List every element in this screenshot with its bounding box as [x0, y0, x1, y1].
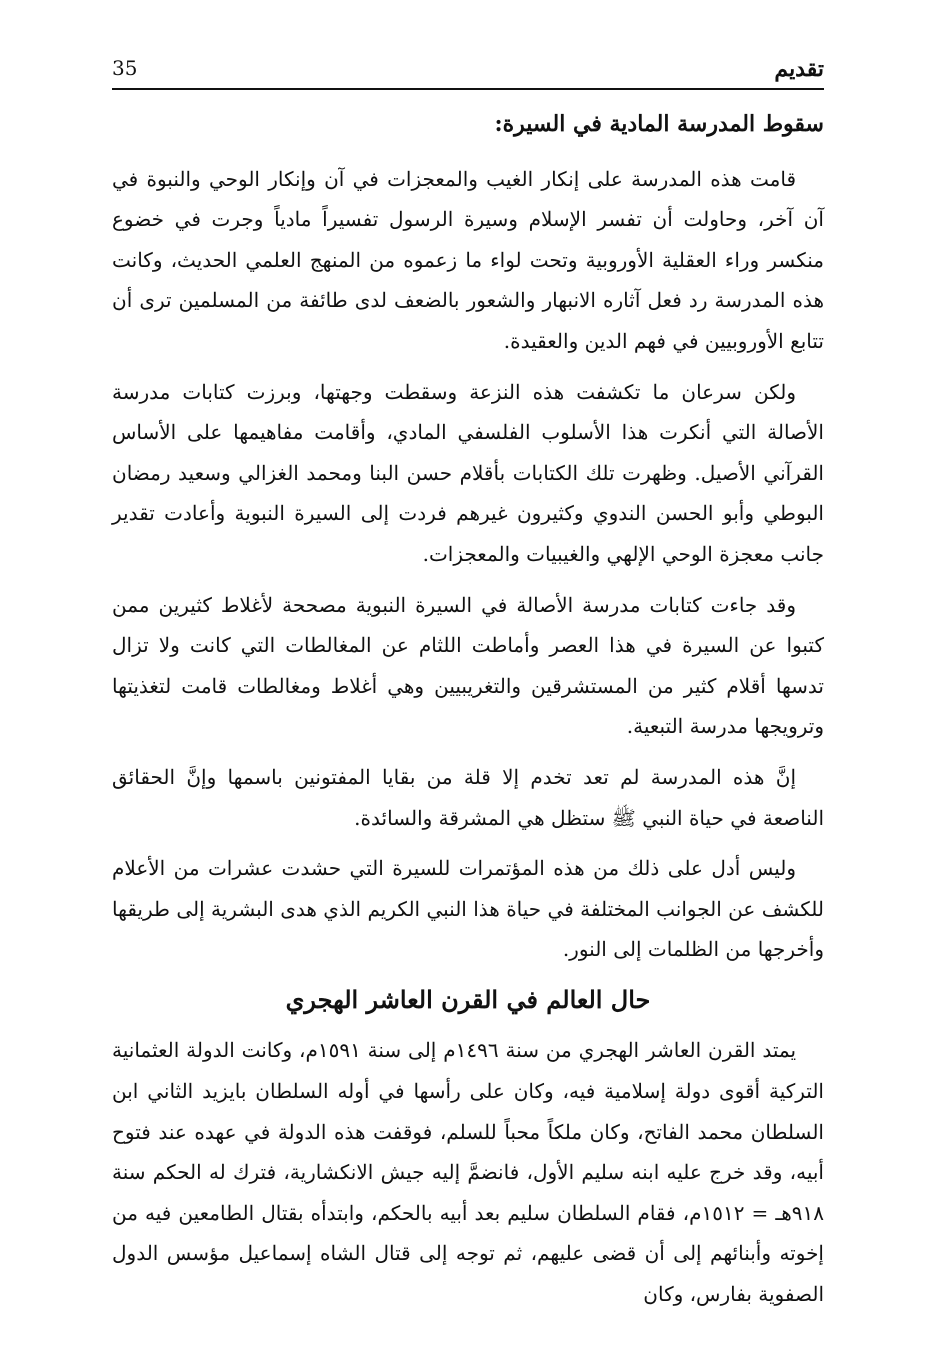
page-body: [112, 104, 824, 1325]
paragraph: يمتد القرن العاشر الهجري من سنة ١٤٩٦م إلى سنة ١٥٩١م، وكانت الدولة العثمانية التركية أقوى دولة إسلامية فيه، وكان على رأسها في أوله السلطان بايزيد الثاني ابن السلطان محمد الفاتح، وكان ملكاً محباً للسلم، فوقفت هذه الدولة في عهده عند فتوح أبيه، وقد خرج عليه ابنه سليم الأول، فانضمَّ إليه جيش الانكشارية، فترك له الحكم سنة ٩١٨هـ = ١٥١٢م، فقام السلطان سليم بعد أبيه بالحكم، وابتدأه بقتال الطامعين فيه من إخوته وأبنائهم إلى أن قضى عليهم، ثم توجه إلى قتال الشاه إسماعيل مؤسس الدول الصفوية بفارس، وكان: [112, 1038, 824, 1307]
section-heading: سقوط المدرسة المادية في السيرة:: [494, 111, 824, 137]
paragraph: ولكن سرعان ما تكشفت هذه النزعة وسقطت وجهتها، وبرزت كتابات مدرسة الأصالة التي أنكرت هذا الأسلوب الفلسفي المادي، وأقامت مفاهيمها على الأساس القرآني الأصيل. وظهرت تلك الكتابات بأقلام حسن البنا ومحمد الغزالي وسعيد رمضان البوطي وأبو الحسن الندوي وكثيرون غيرهم فردت إلى السيرة النبوية وأعادت تقدير جانب معجزة الوحي الإلهي والغيبيات والمعجزات.: [112, 379, 824, 566]
paragraph: قامت هذه المدرسة على إنكار الغيب والمعجزات في آن وإنكار الوحي والنبوة في آن آخر، وحاولت أن تفسر الإسلام وسيرة الرسول تفسيراً مادياً وجرت في خضوع منكسر وراء العقلية الأوروبية وتحت لواء ما زعموه من المنهج العلمي الحديث، وكانت هذه المدرسة رد فعل آثاره الانبهار والشعور بالضعف لدى طائفة من المسلمين ترى أن تتابع الأوروبيين في فهم الدين والعقيدة.: [112, 166, 824, 353]
running-title: تقديم: [774, 56, 824, 82]
paragraph: وليس أدل على ذلك من هذه المؤتمرات للسيرة التي حشدت عشرات من الأعلام للكشف عن الجوانب المختلفة في حياة هذا النبي الكريم الذي هدى البشرية إلى طريقها وأخرجها من الظلمات إلى النور.: [112, 856, 824, 962]
page-number: 35: [112, 56, 138, 80]
paragraph: إنَّ هذه المدرسة لم تعد تخدم إلا قلة من بقايا المفتونين باسمها وإنَّ الحقائق الناصعة في حياة النبي ﷺ ستظل هي المشرقة والسائدة.: [112, 764, 824, 830]
page-header: [112, 52, 824, 90]
paragraph: وقد جاءت كتابات مدرسة الأصالة في السيرة النبوية مصححة لأغلاط كثيرين ممن كتبوا عن السيرة في هذا العصر وأماطت اللثام عن المغالطات التي كانت ولا تزال تدسها أقلام كثير من المستشرقين والتغريبيين وهي أغلاط ومغالطات قامت لتغذيتها وترويجها مدرسة التبعية.: [112, 592, 825, 739]
chapter-heading: حال العالم في القرن العاشر الهجري: [285, 984, 651, 1014]
